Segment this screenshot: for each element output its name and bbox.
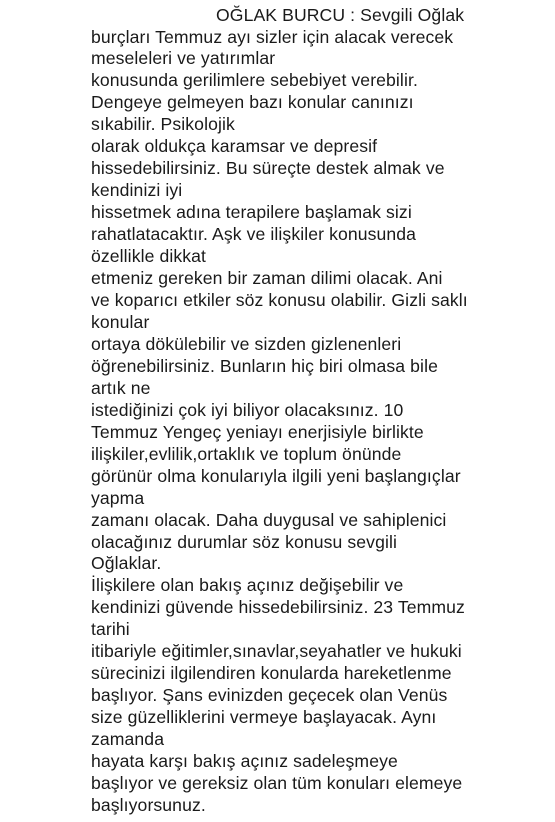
text-line: burçları Temmuz ayı sizler için alacak verecek	[91, 27, 454, 47]
text-line: artık ne	[91, 378, 151, 398]
text-line: istediğinizi çok iyi biliyor olacaksınız. 10	[91, 400, 404, 420]
text-line: ve koparıcı etkiler söz konusu olabilir. Gizli saklı	[91, 290, 468, 310]
text-line: meseleleri ve yatırımlar	[91, 48, 276, 68]
text-line: Dengeye gelmeyen bazı konular canınızı	[91, 92, 414, 112]
text-line: hissedebilirsiniz. Bu süreçte destek almak ve	[91, 158, 445, 178]
text-line: başlıyor ve gereksiz olan tüm konuları elemeye	[91, 773, 463, 793]
text-line: öğrenebilirsiniz. Bunların hiç biri olmasa bile	[91, 356, 438, 376]
text-line: ortaya dökülebilir ve sizden gizlenenleri	[91, 334, 402, 354]
text-line: başlıyorsunuz.	[91, 795, 206, 815]
text-line: yapma	[91, 488, 145, 508]
text-line: İlişkilere olan bakış açınız değişebilir ve	[91, 575, 404, 595]
text-line: özellikle dikkat	[91, 246, 207, 266]
text-line: başlıyor. Şans evinizden geçecek olan Venüs	[91, 685, 448, 705]
text-line: olacağınız durumlar söz konusu sevgili	[91, 532, 397, 552]
text-line: sürecinizi ilgilendiren konularda hareketlenme	[91, 663, 452, 683]
text-line: rahatlatacaktır. Aşk ve ilişkiler konusunda	[91, 224, 417, 244]
text-line: zamanı olacak. Daha duygusal ve sahiplenici	[91, 510, 447, 530]
text-line: görünür olma konularıyla ilgili yeni başlangıçlar	[91, 466, 461, 486]
text-line: Oğlaklar.	[91, 553, 162, 573]
text-line: etmeniz gereken bir zaman dilimi olacak. Ani	[91, 268, 443, 288]
text-line: tarihi	[91, 619, 130, 639]
text-line: size güzelliklerini vermeye başlayacak. Aynı	[91, 707, 437, 727]
text-line: konular	[91, 312, 150, 332]
text-line: hayata karşı bakış açınız sadeleşmeye	[91, 751, 398, 771]
text-line: kendinizi güvende hissedebilirsiniz. 23 Temmuz	[91, 597, 465, 617]
text-line: olarak oldukça karamsar ve depresif	[91, 136, 378, 156]
text-line: sıkabilir. Psikolojik	[91, 114, 235, 134]
text-line: hissetmek adına terapilere başlamak sizi	[91, 202, 412, 222]
text-line: kendinizi iyi	[91, 180, 183, 200]
text-line-title: OĞLAK BURCU : Sevgili Oğlak	[216, 5, 465, 25]
text-line: ilişkiler,evlilik,ortaklık ve toplum önünde	[91, 444, 402, 464]
text-line: itibariyle eğitimler,sınavlar,seyahatler ve hukuki	[91, 641, 462, 661]
text-line: zamanda	[91, 729, 165, 749]
text-line: Temmuz Yengeç yeniayı enerjisiyle birlikte	[91, 422, 424, 442]
text-line: konusunda gerilimlere sebebiyet verebilir.	[91, 70, 418, 90]
